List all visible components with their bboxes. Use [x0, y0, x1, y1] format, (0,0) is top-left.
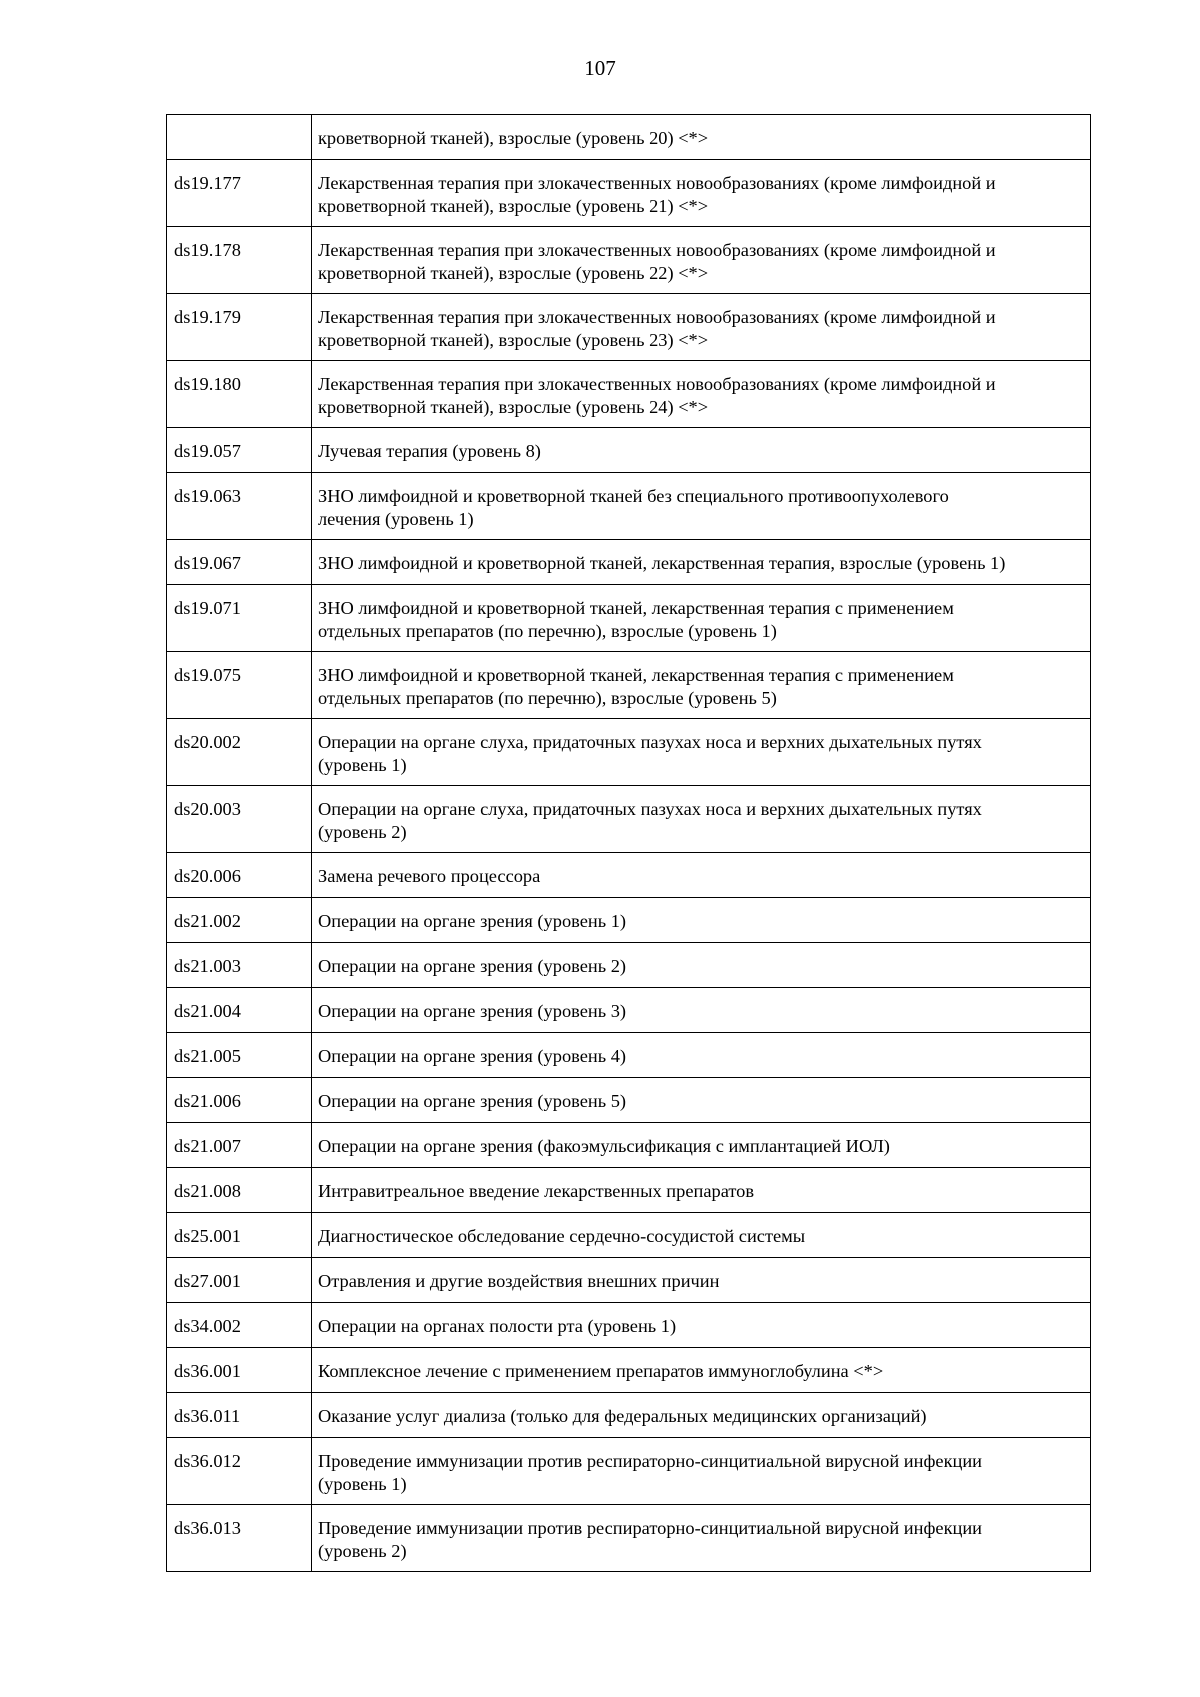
description-line: Операции на органе зрения (факоэмульсификация с имплантацией ИОЛ) — [318, 1136, 890, 1156]
table-row — [167, 853, 1091, 898]
row-description — [312, 1438, 1091, 1505]
row-code: ds21.004 — [167, 988, 312, 1033]
table-row — [167, 227, 1091, 294]
description-line: отдельных препаратов (по перечню), взрослые (уровень 5) — [318, 687, 777, 708]
table-row — [167, 473, 1091, 540]
row-description — [312, 1213, 1091, 1258]
description-line: Операции на органе зрения (уровень 2) — [318, 956, 627, 976]
table-row — [167, 988, 1091, 1033]
row-code: ds19.177 — [167, 160, 312, 227]
description-line: Замена речевого процессора — [318, 866, 541, 886]
row-code: ds19.075 — [167, 652, 312, 719]
description-line: Проведение иммунизации против респираторно-синцитиальной вирусной инфекции — [318, 1451, 983, 1471]
row-code: ds21.002 — [167, 898, 312, 943]
table-row — [167, 160, 1091, 227]
table-row — [167, 115, 1091, 160]
table-row — [167, 1213, 1091, 1258]
table-row — [167, 1393, 1091, 1438]
row-code — [167, 115, 312, 160]
table-row — [167, 1438, 1091, 1505]
description-line: Операции на органе слуха, придаточных пазухах носа и верхних дыхательных путях — [318, 799, 982, 819]
description-line: кроветворной тканей), взрослые (уровень 24) <*> — [318, 396, 709, 417]
table-row — [167, 1033, 1091, 1078]
table-row — [167, 943, 1091, 988]
row-description — [312, 853, 1091, 898]
row-description — [312, 786, 1091, 853]
table-row — [167, 719, 1091, 786]
table-row — [167, 585, 1091, 652]
row-code: ds19.057 — [167, 428, 312, 473]
description-line: Диагностическое обследование сердечно-сосудистой системы — [318, 1226, 806, 1246]
table-row — [167, 898, 1091, 943]
description-line: лечения (уровень 1) — [318, 508, 474, 529]
row-code: ds21.006 — [167, 1078, 312, 1123]
row-description — [312, 1123, 1091, 1168]
row-code: ds36.001 — [167, 1348, 312, 1393]
description-line: Лекарственная терапия при злокачественных новообразованиях (кроме лимфоидной и — [318, 240, 996, 260]
description-line: кроветворной тканей), взрослые (уровень 20) <*> — [318, 128, 709, 148]
row-code: ds19.178 — [167, 227, 312, 294]
description-line: Оказание услуг диализа (только для федеральных медицинских организаций) — [318, 1406, 927, 1426]
row-description — [312, 943, 1091, 988]
row-description — [312, 428, 1091, 473]
table-row — [167, 1078, 1091, 1123]
description-line: Интравитреальное введение лекарственных препаратов — [318, 1181, 755, 1201]
description-line: Лекарственная терапия при злокачественных новообразованиях (кроме лимфоидной и — [318, 173, 996, 193]
table-row — [167, 540, 1091, 585]
table-row — [167, 652, 1091, 719]
row-description — [312, 898, 1091, 943]
description-line: кроветворной тканей), взрослые (уровень 23) <*> — [318, 329, 709, 350]
row-description — [312, 1348, 1091, 1393]
row-description — [312, 1393, 1091, 1438]
row-code: ds19.180 — [167, 361, 312, 428]
table-row — [167, 1123, 1091, 1168]
row-code: ds36.011 — [167, 1393, 312, 1438]
description-line: (уровень 1) — [318, 1473, 407, 1494]
description-line: (уровень 2) — [318, 1540, 407, 1561]
row-description — [312, 652, 1091, 719]
description-line: Операции на органе зрения (уровень 4) — [318, 1046, 627, 1066]
row-code: ds20.002 — [167, 719, 312, 786]
row-code: ds36.012 — [167, 1438, 312, 1505]
description-line: Проведение иммунизации против респираторно-синцитиальной вирусной инфекции — [318, 1518, 983, 1538]
row-code: ds36.013 — [167, 1505, 312, 1572]
description-line: Комплексное лечение с применением препаратов иммуноглобулина <*> — [318, 1361, 884, 1381]
row-description — [312, 473, 1091, 540]
description-line: ЗНО лимфоидной и кроветворной тканей, лекарственная терапия, взрослые (уровень 1) — [318, 553, 1006, 573]
description-line: (уровень 1) — [318, 754, 407, 775]
row-code: ds25.001 — [167, 1213, 312, 1258]
row-description — [312, 361, 1091, 428]
description-line: кроветворной тканей), взрослые (уровень 21) <*> — [318, 195, 709, 216]
row-description — [312, 540, 1091, 585]
row-description — [312, 719, 1091, 786]
page-number: 107 — [584, 56, 616, 80]
codes-table-body — [167, 115, 1091, 1572]
row-code: ds19.179 — [167, 294, 312, 361]
row-description — [312, 988, 1091, 1033]
description-line: Операции на органах полости рта (уровень 1) — [318, 1316, 677, 1336]
table-row — [167, 1505, 1091, 1572]
description-line: Лекарственная терапия при злокачественных новообразованиях (кроме лимфоидной и — [318, 374, 996, 394]
row-code: ds20.003 — [167, 786, 312, 853]
description-line: Лучевая терапия (уровень 8) — [318, 441, 541, 461]
row-description — [312, 227, 1091, 294]
row-code: ds20.006 — [167, 853, 312, 898]
description-line: кроветворной тканей), взрослые (уровень 22) <*> — [318, 262, 709, 283]
row-description — [312, 115, 1091, 160]
row-code: ds21.008 — [167, 1168, 312, 1213]
description-line: Лекарственная терапия при злокачественных новообразованиях (кроме лимфоидной и — [318, 307, 996, 327]
codes-table — [166, 114, 1091, 1572]
description-line: Операции на органе зрения (уровень 3) — [318, 1001, 627, 1021]
row-description — [312, 1258, 1091, 1303]
description-line: Операции на органе зрения (уровень 5) — [318, 1091, 627, 1111]
row-description — [312, 160, 1091, 227]
description-line: Отравления и другие воздействия внешних причин — [318, 1271, 720, 1291]
row-code: ds19.067 — [167, 540, 312, 585]
description-line: ЗНО лимфоидной и кроветворной тканей, лекарственная терапия с применением — [318, 665, 954, 685]
row-description — [312, 1168, 1091, 1213]
row-description — [312, 1078, 1091, 1123]
table-row — [167, 1303, 1091, 1348]
row-code: ds27.001 — [167, 1258, 312, 1303]
table-row — [167, 428, 1091, 473]
table-row — [167, 1168, 1091, 1213]
table-row — [167, 361, 1091, 428]
table-row — [167, 1348, 1091, 1393]
row-description — [312, 294, 1091, 361]
row-description — [312, 1033, 1091, 1078]
row-description — [312, 1303, 1091, 1348]
description-line: (уровень 2) — [318, 821, 407, 842]
row-code: ds19.071 — [167, 585, 312, 652]
table-row — [167, 786, 1091, 853]
row-description — [312, 585, 1091, 652]
description-line: ЗНО лимфоидной и кроветворной тканей, лекарственная терапия с применением — [318, 598, 954, 618]
row-description — [312, 1505, 1091, 1572]
table-row — [167, 1258, 1091, 1303]
row-code: ds21.005 — [167, 1033, 312, 1078]
row-code: ds19.063 — [167, 473, 312, 540]
row-code: ds21.003 — [167, 943, 312, 988]
description-line: отдельных препаратов (по перечню), взрослые (уровень 1) — [318, 620, 777, 641]
row-code: ds34.002 — [167, 1303, 312, 1348]
description-line: Операции на органе слуха, придаточных пазухах носа и верхних дыхательных путях — [318, 732, 982, 752]
table-row — [167, 294, 1091, 361]
description-line: Операции на органе зрения (уровень 1) — [318, 911, 627, 931]
description-line: ЗНО лимфоидной и кроветворной тканей без специального противоопухолевого — [318, 486, 949, 506]
row-code: ds21.007 — [167, 1123, 312, 1168]
